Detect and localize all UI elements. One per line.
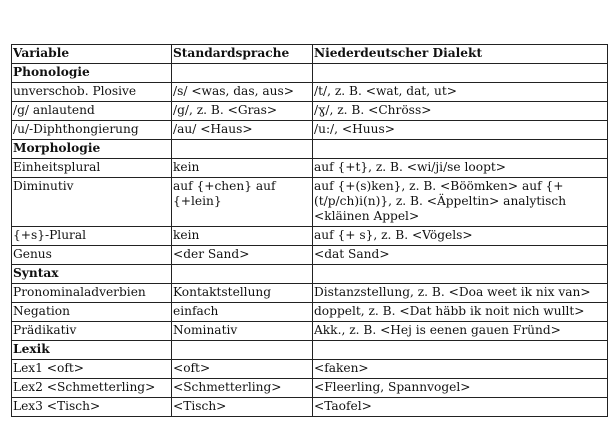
section-row [12, 64, 608, 83]
standard-cell: kein [172, 159, 313, 178]
table-row [12, 102, 608, 121]
empty-cell [172, 265, 313, 284]
standard-cell: einfach [172, 303, 313, 322]
empty-cell [313, 64, 608, 83]
variable-cell: Lex3 <Tisch> [12, 398, 172, 417]
table-header-row [12, 45, 608, 64]
standard-cell: kein [172, 227, 313, 246]
table-row [12, 246, 608, 265]
header-standardsprache: Standardsprache [172, 45, 313, 64]
table-row [12, 360, 608, 379]
section-title: Phonologie [12, 64, 172, 83]
table-body [12, 45, 608, 417]
variable-cell: Genus [12, 246, 172, 265]
variable-cell: /u/-Diphthongierung [12, 121, 172, 140]
standard-cell: <Schmetterling> [172, 379, 313, 398]
empty-cell [172, 140, 313, 159]
dialect-cell: auf {+(s)ken}, z. B. <Böömken> auf {+(t/p/ch)i(n)}, z. B. <Äppeltin> analytisch <kläinen Appel> [313, 178, 608, 227]
dialect-cell: Akk., z. B. <Hej is eenen gauen Fründ> [313, 322, 608, 341]
table-row [12, 121, 608, 140]
table-row [12, 303, 608, 322]
table-row [12, 83, 608, 102]
dialect-cell: /ɣ/, z. B. <Chröss> [313, 102, 608, 121]
dialect-cell: auf {+ s}, z. B. <Vögels> [313, 227, 608, 246]
dialect-cell: <Taofel> [313, 398, 608, 417]
variable-cell: Diminutiv [12, 178, 172, 227]
variables-table [11, 44, 608, 417]
variable-cell: Lex1 <oft> [12, 360, 172, 379]
empty-cell [313, 140, 608, 159]
section-title: Lexik [12, 341, 172, 360]
table-row [12, 322, 608, 341]
table-row [12, 398, 608, 417]
standard-cell: <oft> [172, 360, 313, 379]
variable-cell: {+s}-Plural [12, 227, 172, 246]
table-row [12, 227, 608, 246]
variable-cell: Prädikativ [12, 322, 172, 341]
standard-cell: <Tisch> [172, 398, 313, 417]
section-row [12, 140, 608, 159]
table-row [12, 284, 608, 303]
variable-cell: Negation [12, 303, 172, 322]
empty-cell [172, 64, 313, 83]
section-title: Syntax [12, 265, 172, 284]
section-title: Morphologie [12, 140, 172, 159]
variable-cell: Lex2 <Schmetterling> [12, 379, 172, 398]
empty-cell [172, 341, 313, 360]
standard-cell: auf {+chen} auf {+lein} [172, 178, 313, 227]
standard-cell: /au/ <Haus> [172, 121, 313, 140]
variable-cell: unverschob. Plosive [12, 83, 172, 102]
dialect-cell: <faken> [313, 360, 608, 379]
variable-cell: Einheitsplural [12, 159, 172, 178]
header-variable: Variable [12, 45, 172, 64]
standard-cell: /g/, z. B. <Gras> [172, 102, 313, 121]
section-row [12, 341, 608, 360]
standard-cell: Nominativ [172, 322, 313, 341]
standard-cell: <der Sand> [172, 246, 313, 265]
standard-cell: /s/ <was, das, aus> [172, 83, 313, 102]
standard-cell: Kontaktstellung [172, 284, 313, 303]
dialect-cell: /t/, z. B. <wat, dat, ut> [313, 83, 608, 102]
variable-cell: Pronominaladverbien [12, 284, 172, 303]
dialect-cell: /u:/, <Huus> [313, 121, 608, 140]
dialect-cell: <Fleerling, Spannvogel> [313, 379, 608, 398]
table-row [12, 178, 608, 227]
section-row [12, 265, 608, 284]
dialect-cell: <dat Sand> [313, 246, 608, 265]
table-row [12, 379, 608, 398]
dialect-cell: auf {+t}, z. B. <wi/ji/se loopt> [313, 159, 608, 178]
variable-cell: /g/ anlautend [12, 102, 172, 121]
dialect-cell: doppelt, z. B. <Dat häbb ik noit nich wullt> [313, 303, 608, 322]
dialect-cell: Distanzstellung, z. B. <Doa weet ik nix van> [313, 284, 608, 303]
empty-cell [313, 341, 608, 360]
empty-cell [313, 265, 608, 284]
table-row [12, 159, 608, 178]
header-niederdeutscher-dialekt: Niederdeutscher Dialekt [313, 45, 608, 64]
